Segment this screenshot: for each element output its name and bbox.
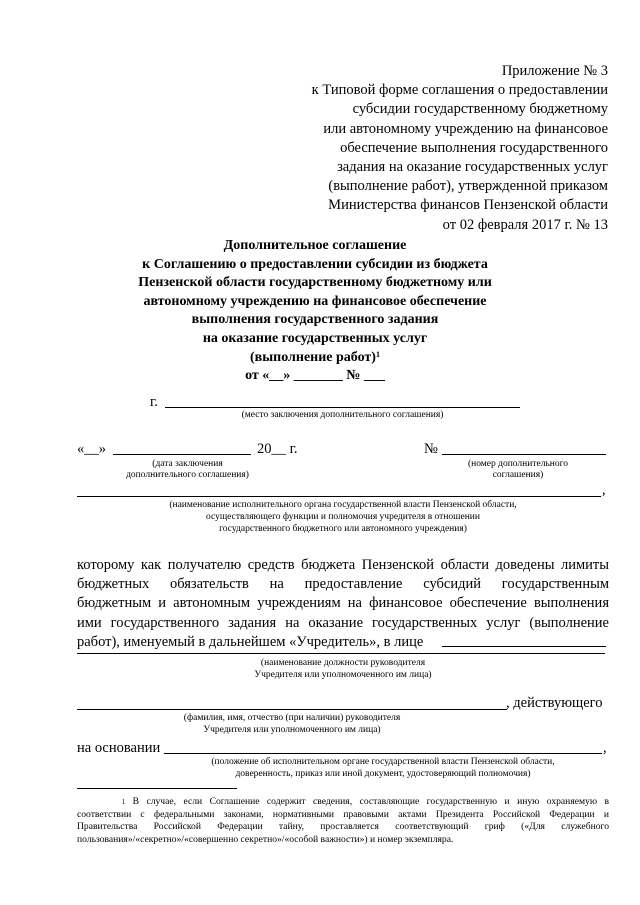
place-input-line[interactable]: [165, 407, 520, 408]
organ-comma: ,: [602, 482, 606, 498]
footnote: [77, 796, 609, 846]
title-line: Дополнительное соглашение: [223, 238, 407, 253]
footnote-line: пользования»/«секретно»/«совершенно секретно»/«особой важности») и номер экземпляра.: [77, 833, 454, 845]
appendix-line: задания на оказание государственных услуг: [337, 159, 608, 176]
body-line: бюджетных обязательств на предоставление субсидий государственным: [77, 576, 609, 593]
basis-caption-2: доверенность, приказ или иной документ, удостоверяющий полномочия): [235, 769, 531, 779]
footnote-reference: 1: [375, 349, 380, 359]
appendix-line: к Типовой форме соглашения о предоставлении: [311, 82, 608, 99]
place-prefix: г.: [150, 394, 158, 410]
title-line: к Соглашению о предоставлении субсидии из бюджета: [142, 256, 488, 272]
representative-input-line[interactable]: [442, 646, 606, 647]
appendix-line: или автономному учреждению на финансовое: [323, 120, 608, 137]
number-sign: №: [424, 441, 438, 457]
place-caption: (место заключения дополнительного соглашения): [241, 410, 444, 420]
date-month-input-line[interactable]: [113, 454, 251, 455]
agreement-number-input-line[interactable]: [442, 454, 606, 455]
title-line: Пензенской области государственному бюджетному или: [138, 275, 492, 291]
footnote-separator: [77, 788, 237, 789]
organ-name-input-line[interactable]: [77, 496, 601, 497]
appendix-line: (выполнение работ), утвержденной приказом: [328, 178, 608, 195]
title-line: на оказание государственных услуг: [202, 330, 428, 346]
footnote-line-1: [77, 796, 609, 809]
number-caption-2: соглашения): [492, 470, 544, 480]
organ-caption-1: (наименование исполнительного органа государственной власти Пензенской области,: [169, 500, 517, 510]
appendix-header: [248, 62, 608, 235]
body-line: работ), именуемый в дальнейшем «Учредитель», в лице: [77, 633, 424, 650]
footnote-text: В случае, если Соглашение содержит сведения, составляющие государственную и иную охраняемую в: [132, 796, 609, 807]
document-title: [95, 237, 535, 386]
head-position-caption-1: (наименование должности руководителя: [260, 658, 426, 668]
person-caption-2: Учредителя или уполномоченного им лица): [203, 725, 381, 735]
body-line: ими государственного задания на оказание государственных услуг (выполнение: [77, 614, 609, 631]
person-suffix: , действующего: [506, 695, 603, 711]
title-line: автономному учреждению на финансовое обеспечение: [143, 293, 487, 309]
person-name-input-line[interactable]: [77, 709, 507, 710]
date-day: «__»: [77, 441, 106, 457]
head-position-caption-2: Учредителя или уполномоченного им лица): [254, 670, 432, 680]
basis-comma: ,: [603, 740, 607, 756]
title-line: выполнения государственного задания: [191, 312, 439, 328]
footnote-line: Правительства Российской Федерации тайну, проставляется соответствующий гриф («Для служебного: [77, 821, 609, 832]
basis-input-line[interactable]: [164, 753, 602, 754]
appendix-line: субсидии государственному бюджетному: [352, 101, 608, 118]
basis-prefix: на основании: [77, 740, 161, 756]
organ-caption-2: осуществляющего функции и полномочия учредителя в отношении: [206, 512, 480, 522]
title-date-line: от «__» _______ № ___: [245, 368, 385, 384]
body-line: бюджетным и автономным учреждениям на финансовое обеспечение выполнения: [77, 595, 609, 612]
footnote-line: соответствии с федеральными законами, нормативными правовыми актами Президента Российской Федерации и: [77, 808, 609, 820]
date-year: 20__ г.: [257, 441, 298, 457]
body-paragraph: [77, 556, 609, 652]
head-position-input-line[interactable]: [77, 653, 605, 654]
organ-caption-3: государственного бюджетного или автономного учреждения): [219, 524, 467, 534]
footnote-mark: 1: [121, 798, 126, 806]
date-caption-1: (дата заключения: [152, 459, 223, 469]
appendix-line: Министерства финансов Пензенской области: [328, 197, 608, 214]
date-caption-2: дополнительного соглашения): [126, 470, 249, 480]
title-line-last: [95, 349, 535, 368]
person-caption-1: (фамилия, имя, отчество (при наличии) руководителя: [183, 713, 401, 723]
appendix-line: Приложение № 3: [501, 63, 608, 79]
title-line: (выполнение работ): [250, 349, 376, 365]
basis-caption-1: (положение об исполнительном органе государственной власти Пензенской области,: [211, 757, 555, 767]
body-line: которому как получателю средств бюджета Пензенской области доведены лимиты: [77, 557, 609, 573]
appendix-line: от 02 февраля 2017 г. № 13: [442, 216, 608, 233]
number-caption-1: (номер дополнительного: [467, 459, 569, 469]
appendix-line: обеспечение выполнения государственного: [340, 139, 608, 156]
